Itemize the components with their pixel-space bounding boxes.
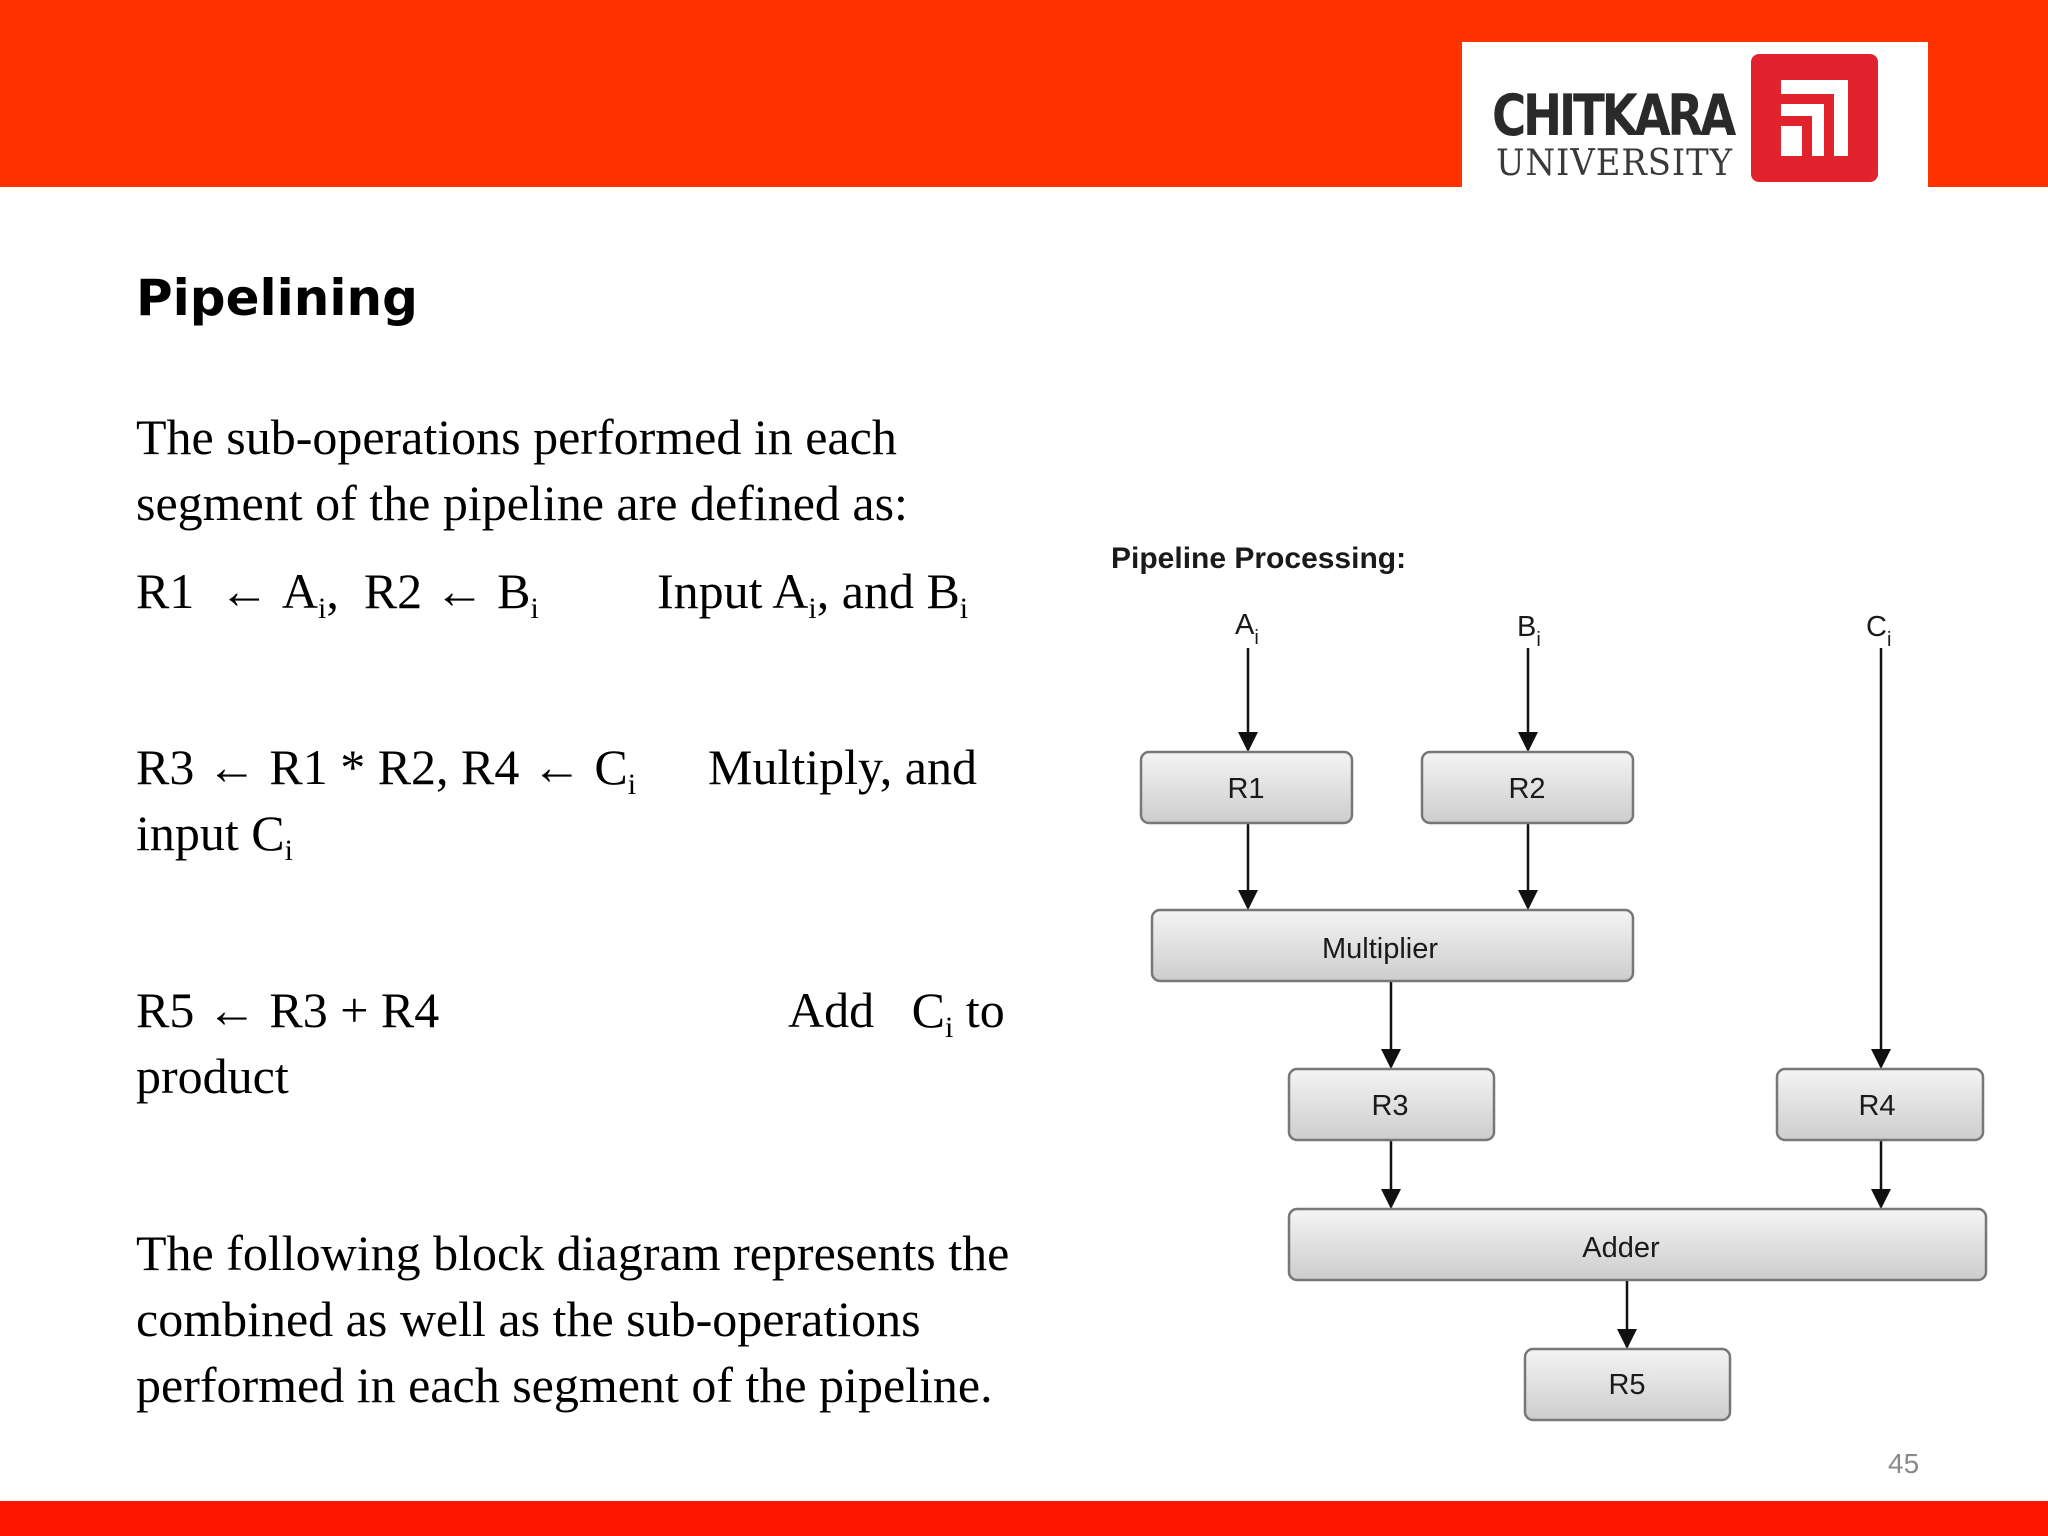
input-c-label: $C_i$ <box>1866 611 1892 651</box>
block-r1-label: R1 <box>1227 773 1265 805</box>
intro-line-2: segment of the pipeline are defined as: <box>136 475 908 531</box>
operation-3-description: Add $C_i$ to <box>788 982 1005 1044</box>
block-r5-label: R5 <box>1608 1369 1646 1401</box>
closing-line-3: performed in each segment of the pipeline. <box>136 1357 993 1413</box>
footer-bar <box>0 1501 2048 1536</box>
block-multiplier-label: Multiplier <box>1321 933 1439 965</box>
block-r4-label: R4 <box>1858 1090 1896 1122</box>
closing-line-1: The following block diagram represents the <box>136 1225 1010 1281</box>
operation-2-expression: R3 ← R1 * R2, R4 ← $C_i$ <box>136 739 637 801</box>
input-a-label: $A_i$ <box>1235 609 1259 649</box>
logo-subtitle: UNIVERSITY <box>1496 143 1733 184</box>
block-r3-label: R3 <box>1371 1090 1409 1122</box>
operation-1-description: Input $A_i$, and $B_i$ <box>657 563 969 625</box>
operation-1-expression: R1 ← $A_i$, R2 ← $B_i$ <box>136 563 539 625</box>
input-b-label: $B_i$ <box>1517 611 1541 651</box>
operation-2-description-line-2: input $C_i$ <box>136 805 293 867</box>
intro-line-1: The sub-operations performed in each <box>136 409 897 465</box>
operation-3-expression: R5 ← R3 + R4 <box>136 982 440 1038</box>
slide-title: Pipelining <box>136 269 418 327</box>
operation-2-description: Multiply, and <box>708 739 977 795</box>
diagram-title: Pipeline Processing: <box>1111 542 1407 575</box>
block-r2-label: R2 <box>1508 773 1546 805</box>
operation-3-description-line-2: product <box>136 1048 289 1104</box>
block-adder-label: Adder <box>1582 1232 1660 1264</box>
closing-line-2: combined as well as the sub-operations <box>136 1291 921 1347</box>
logo-wordmark: CHITKARA <box>1492 83 1734 149</box>
page-number: 45 <box>1888 1448 1920 1479</box>
